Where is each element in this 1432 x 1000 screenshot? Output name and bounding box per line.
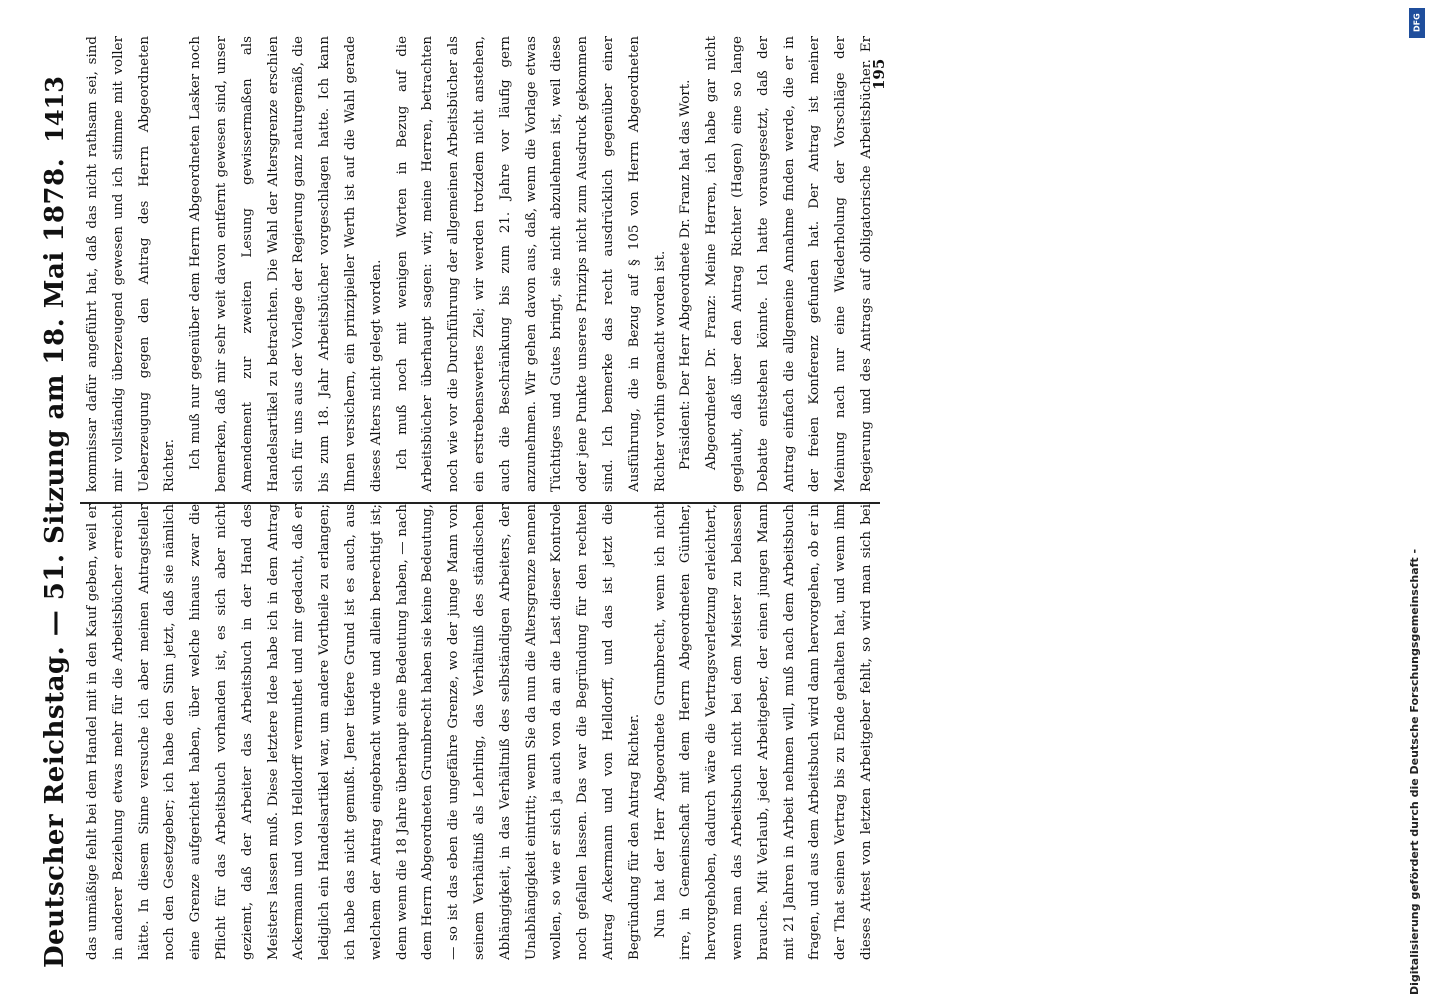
- digitization-watermark: [1406, 0, 1428, 1000]
- watermark-text: Digitalisierung gefördert durch die Deutsche Forschungsgemeinschaft -: [1408, 548, 1421, 995]
- page-header: [34, 58, 74, 988]
- running-head: Deutscher Reichstag. — 51. Sitzung am 18. Mai 1878.: [40, 157, 70, 968]
- dfg-logo: DFG: [1409, 8, 1425, 38]
- paragraph: Abgeordneter Dr. Franz: Meine Herren, ich habe gar nicht geglaubt, daß über den Antrag Richter (Hagen) eine so lange Debatte entstehen könnte. Ich hatte vorausgesetzt, daß der Antrag einfach die allgemeine Annahme finden werde, die er in der freien Konferenz gefunden hat. Der Antrag ist meiner Meinung nach nur eine Wiederholung der Vorschläge der Regierung und des Antrags auf obligatorische Arbeitsbücher. Er: [704, 36, 874, 492]
- paragraph: das unmäßige fehlt bei dem Handel mit in den Kauf geben, weil er in anderer Beziehung etwas mehr für die Arbeitsbücher erreicht hätte. In diesem Sinne versuche ich aber meinen Antragsteller noch den Gesetzgeber; ich habe den Sinn jetzt, daß sie nämlich eine Grenze aufgerichtet haben, über welche hinaus zwar die Pflicht für das Arbeitsbuch vorhanden ist, es sich aber nicht geziemt, daß der Arbeiter das Arbeitsbuch in der Hand des Meisters lassen muß. Diese letztere Idee habe ich in dem Antrag Ackermann und von Helldorff vermuthet und mir gedacht, daß er lediglich ein Handelsartikel war, um andere Vortheile zu erlangen; ich habe das nicht gemußt. Jener tiefere Grund ist es auch, aus welchem der Antrag eingebracht wurde und allein berechtigt ist; denn wenn die 18 Jahre überhaupt eine Bedeutung haben, — nach dem Herrn Abgeordneten Grumbrecht haben sie keine Bedeutung, — so ist das eben die ungefähre Grenze, wo der junge Mann von seinem Verhältniß als Lehrling, das Verhältniß des ständischen Abhängigkeit, in das Verhältniß des selbständigen Arbeiters, der Unabhängigkeit eintritt; wenn Sie da nun die Altersgrenze nennen wollen, so wie er sich ja auch von da an die Last dieser Kontrole noch gefallen lassen. Das war die Begründung für den rechten Antrag Ackermann und von Helldorff, und das ist jetzt die Begründung für den Antrag Richter.: [85, 504, 642, 960]
- right-column: [80, 36, 880, 492]
- page-number: 1413: [40, 76, 69, 143]
- sheet-signature: 195: [870, 58, 888, 90]
- paragraph: Ich muß nur gegenüber dem Herrn Abgeordneten Lasker noch bemerken, daß mir sehr weit davon entfernt gewesen sind, unser Amendement zur zweiten Lesung gewissermaßen als Handelsartikel zu betrachten. Die Wahl der Altersgrenze erschien sich für uns aus der Vorlage der Regierung ganz naturgemäß, die bis zum 18. Jahr Arbeitsbücher vorgeschlagen hatte. Ich kann Ihnen versichern, ein prinzipieller Werth ist auf die Wahl gerade dieses Alters nicht gelegt worden.: [188, 36, 384, 492]
- paragraph: Ich muß noch mit wenigen Worten in Bezug auf die Arbeitsbücher überhaupt sagen: wir, meine Herren, betrachten noch wie vor die Durchführung der allgemeinen Arbeitsbücher als ein erstrebenswertes Ziel; wir werden trotzdem nicht anstehen, auch die Beschränkung bis zum 21. Jahre vor läufig gern anzunehmen. Wir gehen davon aus, daß, wenn die Vorlage etwas Tüchtiges und Gutes bringt, sie nicht abzulehnen ist, weil diese oder jene Punkte unseres Prinzips nicht zum Ausdruck gekommen sind. Ich bemerke das recht ausdrücklich gegenüber einer Ausführung, die in Bezug auf § 105 von Herrn Abgeordneten Richter vorhin gemacht worden ist.: [394, 36, 668, 492]
- paragraph: Präsident: Der Herr Abgeordnete Dr. Franz hat das Wort.: [678, 79, 694, 470]
- left-column: [80, 504, 880, 960]
- paragraph: Nun hat der Herr Abgeordnete Grumbrecht, wenn ich nicht irre, in Gemeinschaft mit dem Herrn Abgeordneten Günther, hervorgehoben, dadurch wäre die Vertragsverletzung erleichtert, wenn man das Arbeitsbuch nicht bei dem Meister zu belassen brauche. Mit Verlaub, jeder Arbeitgeber, der einen jungen Mann mit 21 Jahren in Arbeit nehmen will, muß nach dem Arbeitsbuch fragen, und aus dem Arbeitsbuch wird dann hervorgehen, ob er in der That seinen Vertrag bis zu Ende gehalten hat, und wenn ihm dieses Attest von letzten Arbeitgeber fehlt, so wird man sich bei: [652, 504, 874, 960]
- paragraph: kommissar dafür angeführt hat, daß das nicht rathsam sei, sind mir vollständig überzeugend gewesen und ich stimme mit voller Ueberzeugung gegen den Antrag des Herrn Abgeordneten Richter.: [85, 36, 178, 492]
- column-divider: [80, 502, 880, 504]
